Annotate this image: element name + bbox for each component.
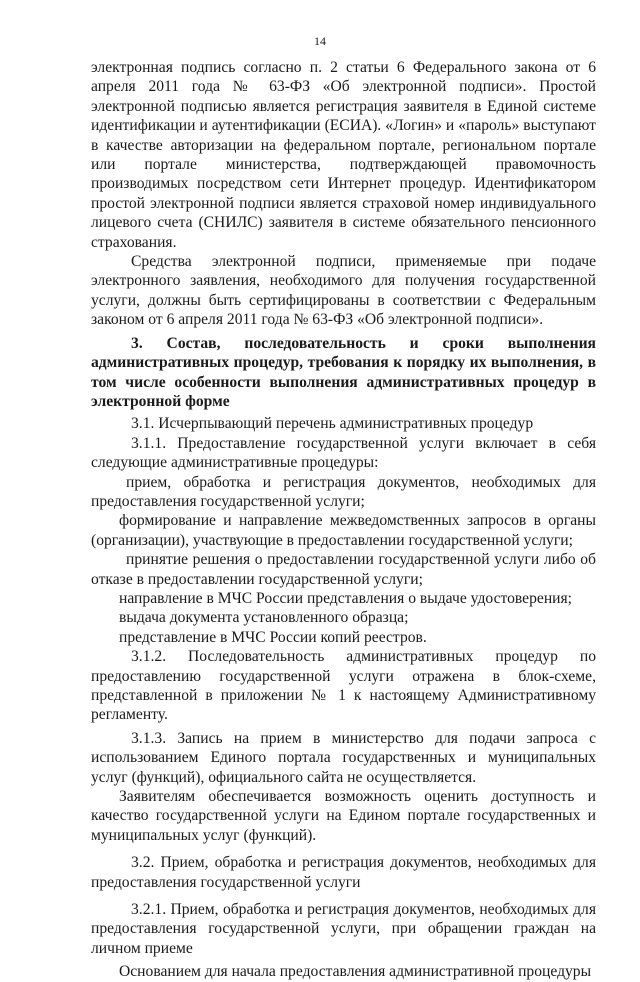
paragraph-quality-assessment: Заявителям обеспечивается возможность оценить доступность и качество государственной услуги на Едином портале государственных и муниципальных услуг (функций). (91, 788, 596, 844)
page-number: 14 (314, 34, 326, 48)
subsection-heading-3-2: 3.2. Прием, обработка и регистрация документов, необходимых для предоставления государственной услуги (91, 854, 596, 891)
document-body (91, 58, 596, 982)
clause-3-1-3: 3.1.3. Запись на прием в министерство для подачи запроса с использованием Единого портала государственных и муниципальных услуг (функций), официального сайта не осуществляется. (91, 729, 596, 786)
list-item-decision: принятие решения о предоставлении государственной услуги либо об отказе в предоставлении государственной услуги; (91, 551, 596, 588)
clause-3-1-1: 3.1.1. Предоставление государственной услуги включает в себя следующие административные процедуры: (91, 434, 596, 472)
subsection-heading-3-1: 3.1. Исчерпывающий перечень административных процедур (131, 415, 534, 433)
list-item-reception: прием, обработка и регистрация документов, необходимых для предоставления государственной услуги; (91, 473, 596, 510)
clause-3-2-1: 3.2.1. Прием, обработка и регистрация документов, необходимых для предоставления государственной услуги, при обращении граждан на личном приеме (91, 901, 596, 957)
clause-3-1-2: 3.1.2. Последовательность административных процедур по предоставлению государственной услуги отражена в блок-схеме, представленной в приложении № 1 к настоящему Административному регламенту. (91, 648, 596, 724)
paragraph-signature-certification: Средства электронной подписи, применяемые при подаче электронного заявления, необходимого для получения государственной услуги, должны быть сертифицированы в соответствии с Федеральным законом от 6 апреля 2011 года № 63-ФЗ «Об электронной подписи». (91, 253, 596, 329)
list-item-certificate-submission: направление в МЧС России представления о выдаче удостоверения; (119, 589, 573, 607)
paragraph-procedure-basis: Основанием для начала предоставления административной процедуры (119, 963, 592, 981)
paragraph-electronic-signature: электронная подпись согласно п. 2 статьи 6 Федерального закона от 6 апреля 2011 года № 63-ФЗ «Об электронной подписи». Простой электронной подписью является регистрация заявителя в Единой системе идентификации и аутентификации (ЕСИА). «Логин» и «пароль» выступают в качестве авторизации на федеральном портале, региональном портале или портале министерства, подтверждающей правомочность производимых посредством сети Интернет процедур. Идентификатором простой электронной подписи является страховой номер индивидуального лицевого счета (СНИЛС) заявителя в системе обязательного пенсионного страхования. (91, 59, 596, 251)
list-item-registry-copies: представление в МЧС России копий реестров. (119, 628, 427, 646)
list-item-interagency-requests: формирование и направление межведомственных запросов в органы (организации), участвующие в предоставлении государственной услуги; (91, 512, 596, 549)
section-heading-3: 3. Состав, последовательность и сроки выполнения административных процедур, требования к порядку их выполнения, в том числе особенности выполнения административных процедур в электронной форме (91, 334, 596, 410)
list-item-document-issue: выдача документа установленного образца; (119, 609, 409, 627)
